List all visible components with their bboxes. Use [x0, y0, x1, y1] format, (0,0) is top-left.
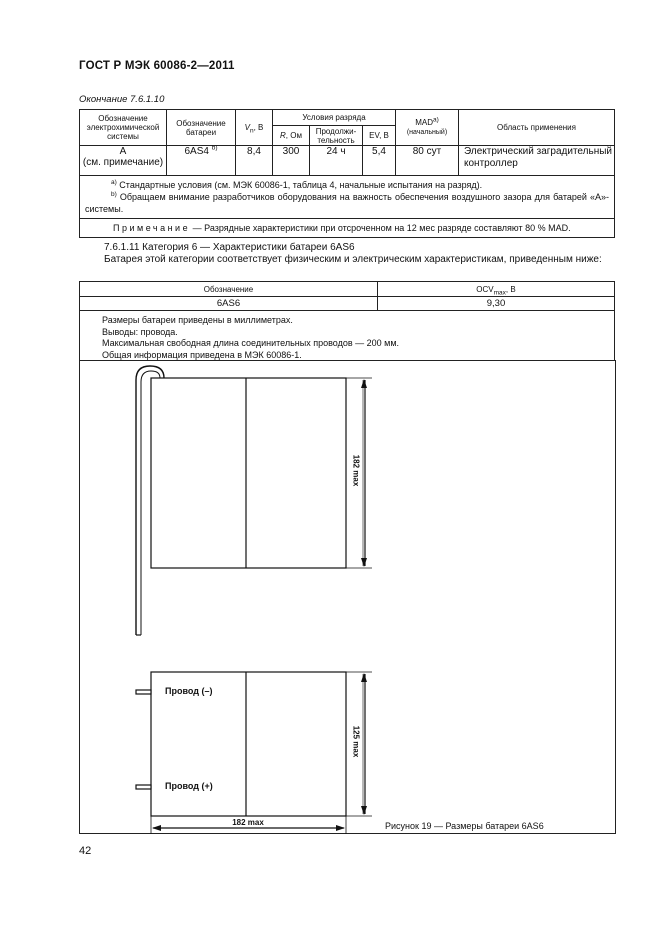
cell-ev: 5,4 [363, 146, 396, 176]
wire-minus-label: Провод (–) [165, 686, 213, 696]
col-system-header: Обозначение электрохимической системы [80, 110, 167, 146]
wire-plus-terminal [136, 785, 151, 789]
cell-r: 300 [273, 146, 310, 176]
note-line: Общая информация приведена в МЭК 60086-1. [102, 349, 302, 360]
cell-mad: 80 сут [396, 146, 459, 176]
footnote-a: $^{a)}$ Стандартные условия (см. МЭК 60086-1, таблица 4, начальные испытания на разряд). [111, 179, 483, 190]
col-conditions-header: Условия разряда [273, 110, 396, 126]
col-application-header: Область применения [459, 110, 615, 146]
col-duration-header: Продолжи- тельность [310, 126, 363, 146]
cell-designation: 6AS6 [80, 297, 378, 311]
arrow-down-lower [361, 806, 367, 815]
col-designation-header: Обозначение [80, 282, 378, 297]
document-header: ГОСТ Р МЭК 60086-2—2011 [79, 60, 235, 72]
table-note: Примечание — Разрядные характеристики при отсроченном на 12 мес разряде составляют 80 % MAD. [80, 219, 615, 238]
arrow-up-upper [361, 379, 367, 388]
footnote-b: $^{b)}$ Обращаем внимание разработчиков оборудования на важность обеспечения воздушного зазора для батарей «А»-системы. [85, 191, 609, 214]
note-line: Выводы: провода. [102, 326, 178, 337]
dim-label-height-top: 182 max [351, 454, 361, 487]
col-mad-header: MAD$^{a)}$ (начальный) [396, 110, 459, 146]
page-number: 42 [79, 845, 92, 857]
wire-plus-label: Провод (+) [165, 781, 213, 791]
col-battery-header: Обозначение батареи [167, 110, 236, 146]
cell-system: A (см. примечание) [80, 146, 167, 176]
wire-outer [136, 366, 164, 635]
arrow-right [336, 825, 345, 831]
note-line: Максимальная свободная длина соединительных проводов — 200 мм. [102, 338, 400, 348]
cell-vn: 8,4 [236, 146, 273, 176]
wire-minus-terminal [136, 690, 151, 694]
cell-battery: 6AS4 $^{b)}$ [167, 146, 236, 176]
arrowheads [152, 379, 367, 831]
col-ev-header: EV, В [363, 126, 396, 146]
col-ocv-header: $OCV_{max}$, В [378, 282, 615, 297]
cell-application: Электрический заградительный контроллер [459, 146, 615, 176]
battery-front-outline [151, 378, 346, 568]
section-title: 7.6.1.11 Категория 6 — Характеристики батареи 6AS6 [104, 242, 355, 253]
figure-caption: Рисунок 19 — Размеры батареи 6AS6 [385, 821, 544, 831]
table-caption: Окончание 7.6.1.10 [79, 94, 165, 105]
arrow-left [152, 825, 161, 831]
dim-label-width: 182 max [232, 818, 264, 827]
col-vn-header: $V_n$, В [236, 110, 273, 146]
cell-ocv: 9,30 [378, 297, 615, 311]
dim-label-height-bottom: 125 max [351, 725, 361, 758]
cell-duration: 24 ч [310, 146, 363, 176]
col-r-header: R, Ом [273, 126, 310, 146]
arrow-down-upper [361, 558, 367, 567]
arrow-up-lower [361, 673, 367, 682]
section-text: Батарея этой категории соответствует физическим и электрическим характеристикам, приведенным ниже: [104, 254, 602, 265]
note-line: Размеры батареи приведены в миллиметрах. [102, 315, 293, 325]
